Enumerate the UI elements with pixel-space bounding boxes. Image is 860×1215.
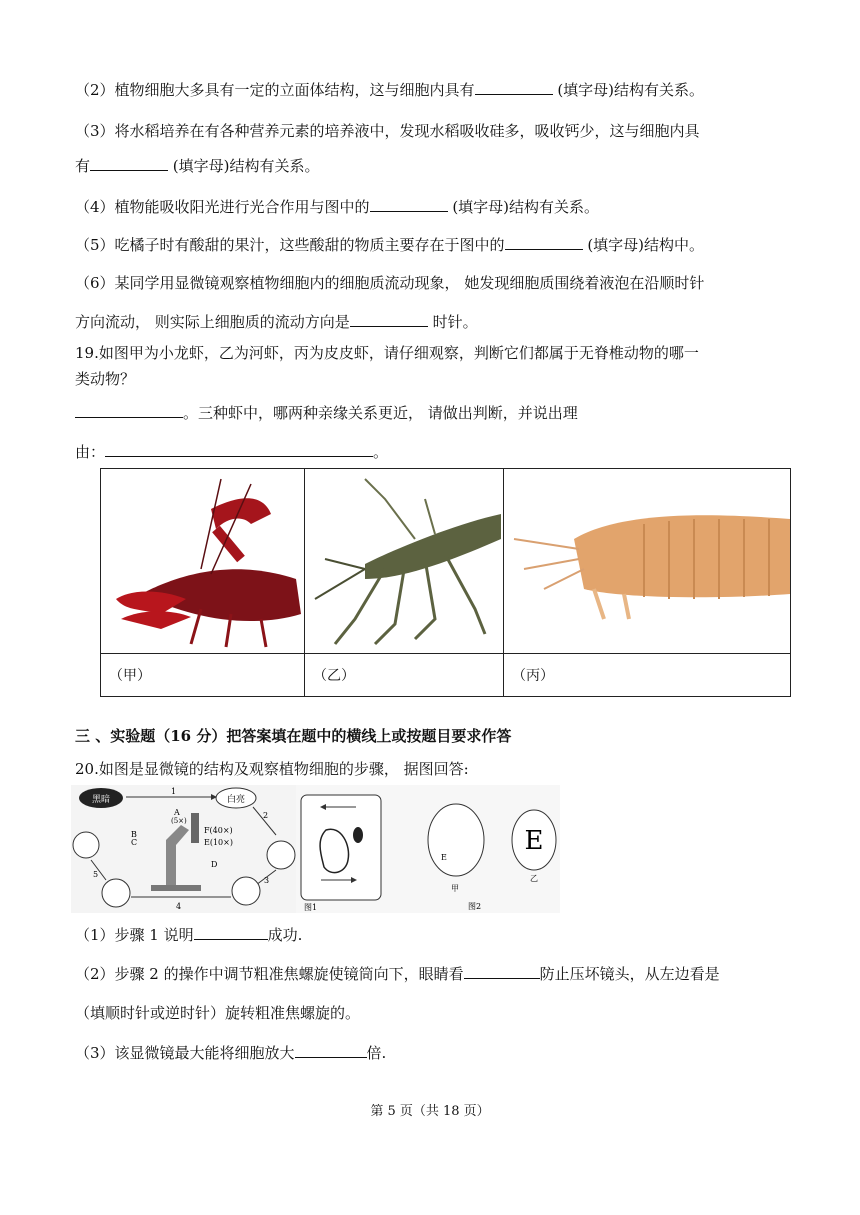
q19-line2: 类动物？ [75, 370, 136, 388]
crayfish-photo [101, 469, 305, 654]
q20-part2-line1: （2）步骤 2 的操作中调节粗准焦螺旋使镜筒向下，眼睛看 防止压坏镜头，从左边看是 [75, 965, 720, 983]
answer-blank[interactable] [464, 964, 540, 979]
dark-label: 黑暗 [91, 795, 111, 805]
caption-yi: （乙） [305, 654, 504, 697]
river-shrimp-photo [305, 469, 504, 654]
q19-line4: 由： 。 [75, 443, 389, 461]
caption-bing: （丙） [504, 654, 791, 697]
fig1-label: 图1 [304, 903, 318, 912]
answer-blank[interactable] [90, 156, 168, 171]
answer-blank[interactable] [475, 80, 553, 95]
answer-blank[interactable] [194, 925, 268, 940]
page-footer: 第 5 页（共 18 页） [370, 1104, 490, 1119]
yi-label: 乙 [530, 874, 538, 883]
step-5-label: 5 [93, 870, 99, 879]
lens-a-label: A [174, 808, 180, 817]
mantis-shrimp-photo [504, 469, 791, 654]
q20-part1: （1）步骤 1 说明 成功. [75, 926, 303, 944]
q20-part2-line2: （填顺时针或逆时针）旋转粗准焦螺旋的。 [75, 1004, 361, 1022]
q18-part4: （4）植物能吸收阳光进行光合作用与图中的 (填字母)结构有关系。 [75, 198, 600, 216]
q20-intro: 20.如图是显微镜的结构及观察植物细胞的步骤， 据图回答: [75, 760, 469, 778]
bright-label: 白亮 [226, 795, 246, 805]
step-1-label: 1 [171, 787, 177, 796]
q18-part2: （2）植物细胞大多具有一定的立面体结构，这与细胞内具有 (填字母)结构有关系。 [75, 81, 705, 99]
answer-blank[interactable] [105, 442, 373, 457]
q18-part6-line1: （6）某同学用显微镜观察植物细胞内的细胞质流动现象， 她发现细胞质围绕着液泡在沿顺时针 [75, 274, 705, 292]
q20-part3: （3）该显微镜最大能将细胞放大 倍. [75, 1044, 387, 1062]
shrimp-photo-table [100, 468, 791, 697]
q18-part6-line2: 方向流动， 则实际上细胞质的流动方向是 时针。 [75, 313, 478, 331]
step-2-label: 2 [263, 811, 269, 820]
river-shrimp-image [305, 469, 503, 649]
answer-blank[interactable] [370, 197, 448, 212]
fig2-label: 图2 [468, 902, 482, 911]
jia-label: 甲 [451, 884, 459, 893]
mantis-shrimp-image [504, 469, 790, 649]
lens-f-label: F(40×) [204, 826, 233, 835]
microscope-steps-figure [71, 785, 296, 913]
lens-a-mag: (5×) [171, 817, 187, 825]
answer-blank[interactable] [295, 1043, 367, 1058]
caption-jia: （甲） [101, 654, 305, 697]
part-c-label: C [131, 838, 138, 847]
answer-blank[interactable] [75, 403, 183, 418]
answer-blank[interactable] [505, 235, 583, 250]
large-e-letter: E [524, 826, 544, 856]
small-e-letter: E [441, 853, 447, 862]
cell-observation-figure [296, 785, 560, 913]
q18-part3-line1: （3）将水稻培养在有各种营养元素的培养液中，发现水稻吸收硅多，吸收钙少，这与细胞内具 [75, 122, 700, 140]
q18-part5: （5）吃橘子时有酸甜的果汁，这些酸甜的物质主要存在于图中的 (填字母)结构中。 [75, 236, 705, 254]
part-b-label: B [131, 830, 137, 839]
q19-line3: 。三种虾中，哪两种亲缘关系更近， 请做出判断，并说出理 [75, 403, 578, 423]
answer-blank[interactable] [350, 312, 428, 327]
section-3-heading: 三 、实验题（16 分）把答案填在题中的横线上或按题目要求作答 [75, 727, 512, 745]
step-4-label: 4 [176, 902, 182, 911]
part-d-label: D [211, 860, 218, 869]
step-3-label: 3 [264, 876, 270, 885]
q19-line1: 19.如图甲为小龙虾，乙为河虾，丙为皮皮虾，请仔细观察，判断它们都属于无脊椎动物的哪一 [75, 344, 699, 362]
crayfish-image [101, 469, 304, 649]
q18-part3-line2: 有 (填字母)结构有关系。 [75, 157, 320, 175]
lens-e-label: E(10×) [204, 838, 233, 847]
